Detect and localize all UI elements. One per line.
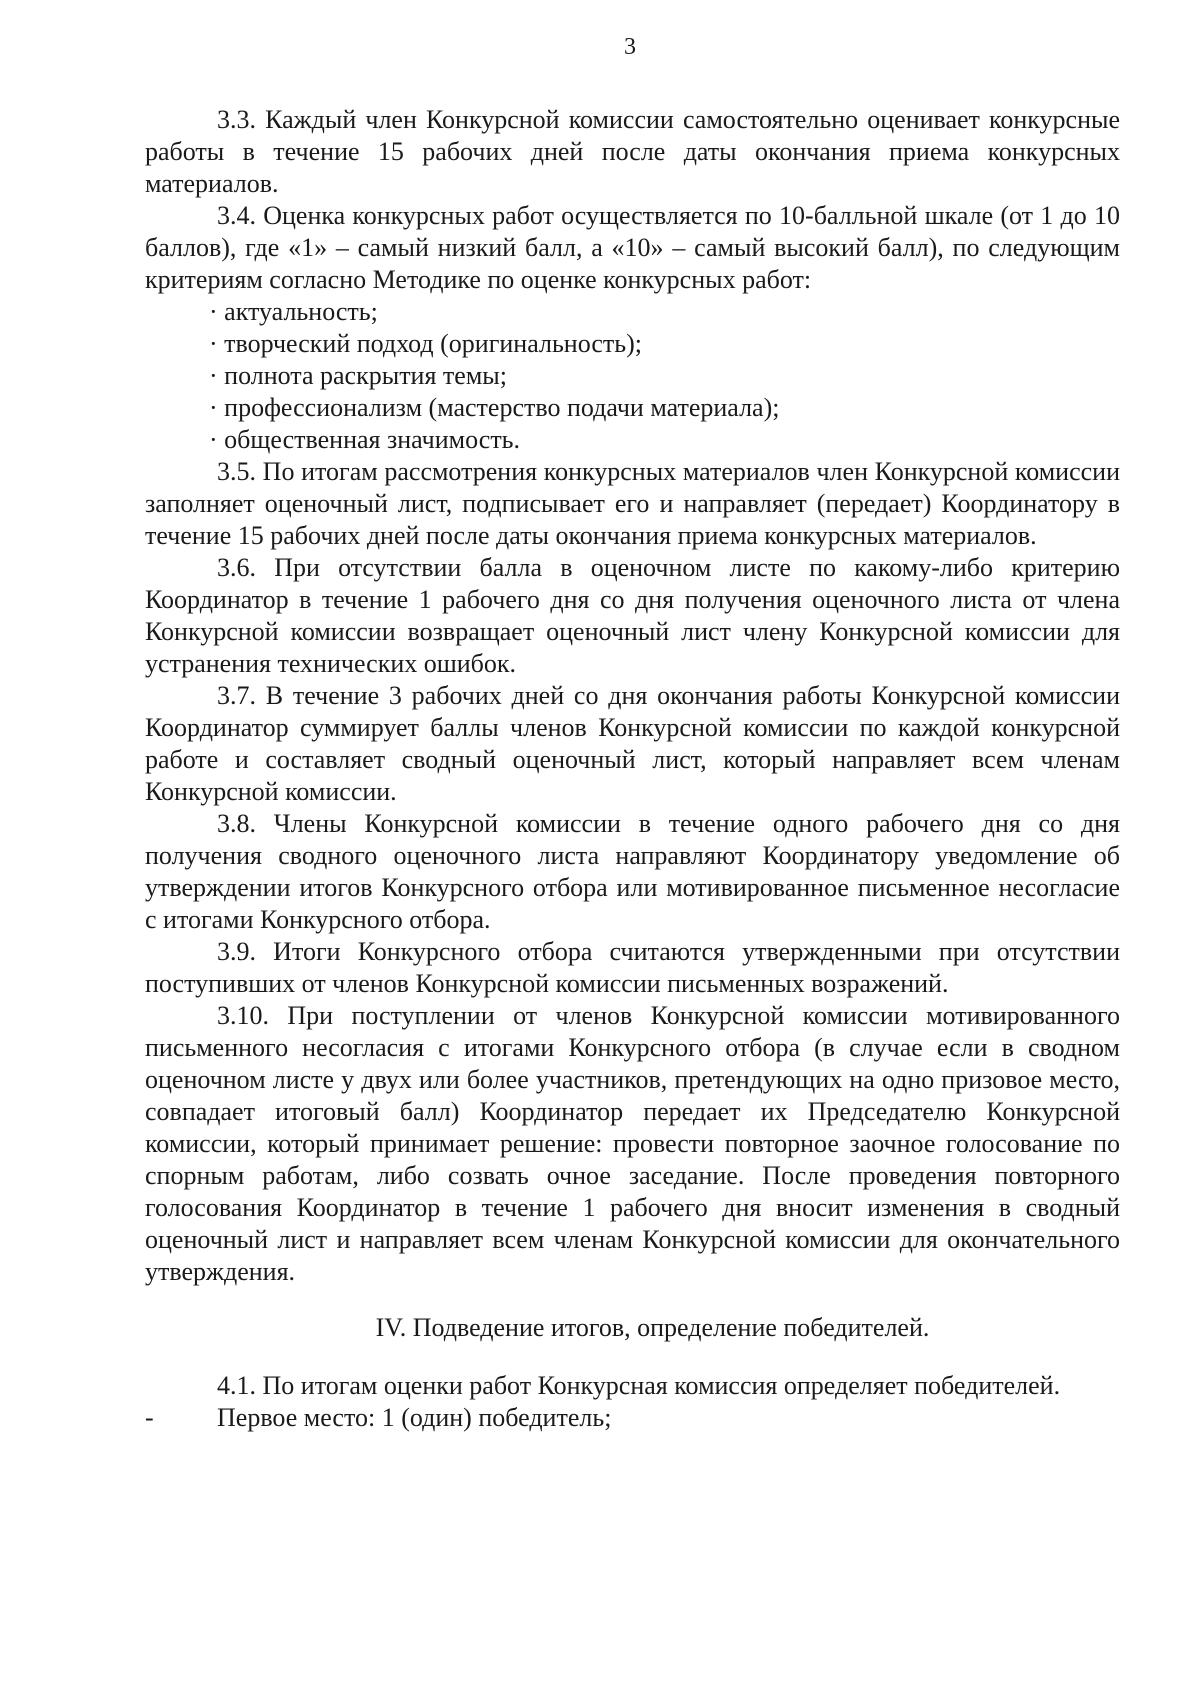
paragraph-3-10: 3.10. При поступлении от членов Конкурсной комиссии мотивированного письменного несогласия с итогами Конкурсного отбора (в случае если в сводном оценочном листе у двух или более участников, претендующих на одно призовое место, совпадает итоговый балл) Координатор передает их Председателю Конкурсной комиссии, который принимает решение: провести повторное заочное голосование по спорным работам, либо созвать очное заседание. После проведения повторного голосования Координатор в течение 1 рабочего дня вносит изменения в сводный оценочный лист и направляет всем членам Конкурсной комиссии для окончательного утверждения. [145, 1001, 1120, 1286]
dash-marker: - [145, 1403, 154, 1432]
paragraph-3-3: 3.3. Каждый член Конкурсной комиссии самостоятельно оценивает конкурсные работы в течение 15 рабочих дней после даты окончания приема конкурсных материалов. [145, 105, 1120, 198]
winner-list-item [145, 1402, 1120, 1434]
criteria-item: · профессионализм (мастерство подачи материала); [145, 392, 1120, 424]
criteria-item: · актуальность; [145, 296, 1120, 328]
criteria-list [145, 296, 1120, 456]
paragraph-3-9: 3.9. Итоги Конкурсного отбора считаются утвержденными при отсутствии поступивших от членов Конкурсной комиссии письменных возражений. [145, 937, 1120, 998]
criteria-item: · полнота раскрытия темы; [145, 360, 1120, 392]
paragraph-4-1: 4.1. По итогам оценки работ Конкурсная комиссия определяет победителей. [217, 1371, 1061, 1400]
paragraph-3-5: 3.5. По итогам рассмотрения конкурсных материалов член Конкурсной комиссии заполняет оценочный лист, подписывает его и направляет (передает) Координатору в течение 15 рабочих дней после даты окончания приема конкурсных материалов. [145, 457, 1120, 550]
paragraph-3-8: 3.8. Члены Конкурсной комиссии в течение одного рабочего дня со дня получения сводного оценочного листа направляют Координатору уведомление об утверждении итогов Конкурсного отбора или мотивированное письменное несогласие с итогами Конкурсного отбора. [145, 809, 1120, 934]
section-heading: IV. Подведение итогов, определение победителей. [375, 1313, 930, 1342]
criteria-item: · творческий подход (оригинальность); [145, 328, 1120, 360]
paragraph-3-7: 3.7. В течение 3 рабочих дней со дня окончания работы Конкурсной комиссии Координатор суммирует баллы членов Конкурсной комиссии по каждой конкурсной работе и составляет сводный оценочный лист, который направляет всем членам Конкурсной комиссии. [145, 681, 1120, 806]
document-body [145, 104, 1120, 1434]
page-number: 3 [624, 34, 636, 60]
paragraph-3-4: 3.4. Оценка конкурсных работ осуществляется по 10-балльной шкале (от 1 до 10 баллов), где «1» – самый низкий балл, а «10» – самый высокий балл), по следующим критериям согласно Методике по оценке конкурсных работ: [145, 201, 1120, 294]
paragraph-3-6: 3.6. При отсутствии балла в оценочном листе по какому-либо критерию Координатор в течение 1 рабочего дня со дня получения оценочного листа от члена Конкурсной комиссии возвращает оценочный лист члену Конкурсной комиссии для устранения технических ошибок. [145, 553, 1120, 678]
criteria-item: · общественная значимость. [145, 424, 1120, 456]
winner-list-item-text: Первое место: 1 (один) победитель; [217, 1403, 612, 1432]
